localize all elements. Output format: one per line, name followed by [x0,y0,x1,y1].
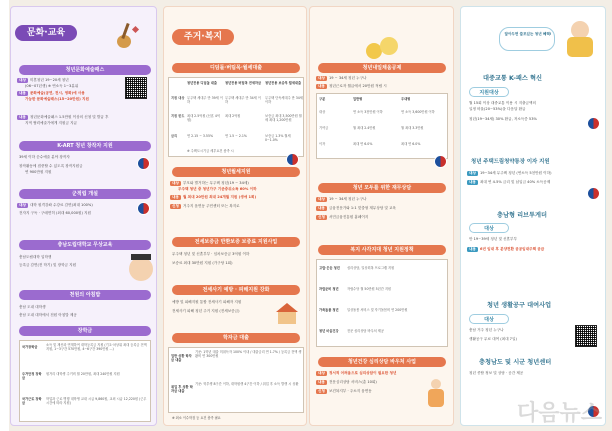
row-text: 39세 이하 순수예술 분야 창작자 [19,155,70,159]
savings-table [316,93,448,159]
row-text: 19 ~ 34세 청년 누구나 [328,197,367,201]
tag: 대상 [172,181,179,185]
callout-text: 알아두면 쓸모있는 청년 혜택! [504,32,552,36]
tag: 신청 [318,389,325,393]
row-text: 전자지 구독 · 구매면허 (최대 60,000원) 지원 [19,211,91,215]
table-header: 국가근로 장학금 [22,397,42,406]
section-title-k-pass: 대중교통 K-패스 혁신 [483,75,542,82]
table-header: 구분 [319,97,326,101]
tag: 내용 [469,247,476,251]
qr-code[interactable] [125,77,147,99]
row-text: 충남 도내 대학생 [19,305,46,309]
row-text: 보증료 최대 30만원 지원 (가구당 1회) [172,261,233,265]
person-illustration [426,379,446,409]
tag: 대상 [19,78,26,82]
row-text: 정서적 어려움으로 심리상담이 필요한 청년 [328,371,397,375]
table-cell: 월 최대 2.4만원 [353,126,376,130]
table-row-header: 지원 한도 [171,114,185,118]
tag: 대상 [318,197,325,201]
table-cell: 학업과 근로 병행 대학생 교내 시급 9,860원, 교외 시급 12,220원 (근무 시간에 따라 지원) [46,397,147,406]
row-text: 최대 연 4.5% 금리 및 납입금 40% 소득공제 [479,180,551,184]
table-header: 청년 마음건강 [319,329,339,333]
qr-code[interactable] [575,325,597,347]
row-text: 보건복지부 · 주소지 읍면동 [328,389,372,393]
table-cell: 최대 2.5억원 (신혼 4억원) [187,114,220,123]
section-title-scholarship: 장학금 [19,326,151,336]
section-title-financial-counsel: 청년 모두를 위한 재무상담 [318,183,446,193]
table-header: 취업 후 상환 학자금 대출 [171,385,193,394]
government-emblem [286,153,299,166]
table-cell: 연 1.5 ~ 2.1% [225,134,247,138]
row-text: 일정 비율(20~53%)을 다음달 환급 [469,107,526,111]
table-header: 가족돌봄 청년 [319,308,339,312]
table-cell: 원거리 대학생 주거비 월 20만원, 최대 240만원 지원 [46,372,120,376]
section-title-savings: 청년내일채움공제 [318,63,446,73]
table-header: 주거안정 장학금 [22,372,42,381]
government-emblem [137,157,150,170]
row-text: 대학 원격강좌 수강료 감면(최대 100%) [29,203,93,207]
tag: 내용 [469,180,476,184]
row-text: 무주택 청년 및 신혼부부 · 임차보증금 3억원 이하 [172,252,250,256]
table-cell: 무주택 세대주 만 34세 이하 [225,96,261,105]
row-text: 금융전문가와 1:1 맞춤형 재무상담 및 교육 [328,206,396,210]
table-cell: 일상돌봄 서비스 및 자기돌봄비 연 200만원 [347,308,408,312]
section-title-housing-savings: 청년 주택드림청약통장 이자 지원 [471,159,550,165]
table-header: 우대형 [401,97,411,101]
section-title-student-loan: 학자금 대출 [172,333,300,343]
panel-title: 주거·복지 [172,29,234,45]
table-cell: 심리상담, 일상회복 프로그램 지원 [347,266,395,270]
tag: 대상 [19,203,26,207]
graduate-illustration [129,257,153,281]
tag: 신청 [318,215,325,219]
row-text: 가능한 문화예술패스(15~20만원) 지원 [25,97,89,101]
row-text: 생활공구 무료 대여 (최대 7일) [469,337,517,341]
row-text: 청년(19~34세) 30% 환급, 저소득층 53% [469,117,537,121]
section-title-rent-support: 청년월세지원 [172,167,300,177]
row-text: 충남 도내 대학에서 천원 아침밥 제공 [19,313,77,317]
label-target: 대상 [469,223,509,233]
table-cell: 전문 심리상담 바우처 제공 [347,329,384,333]
row-text: 월 최대 20만원 최대 24개월 지원 (생애 1회) [182,195,257,199]
row-text: 무주택 청년 중 청년가구 기준중위소득 60% 이하 [178,187,257,191]
table-note: ※ 주택도시기금 세부요건 충족 시 [187,149,234,153]
row-text: 충남도립대학 입학생 [19,255,52,259]
row-text: 전세사기 피해 청년 주거 지원 (전세보증금) [172,309,240,313]
section-title-deposit-guarantee: 전세보증금 반환보증 보증료 지원사업 [172,237,300,247]
footnote: ※ 최소 이수학점 등 요건 충족 필요 [172,416,221,420]
table-header: 청년전용 디딤돌 대출 [187,81,217,85]
welfare-table [316,259,448,347]
watermark: 다음뉴스 [516,401,602,426]
section-title-live-together: 충남형 리브투게더 [497,212,547,219]
government-emblem [137,202,150,215]
row-text: 6년 임대 후 분양전환 공공임대주택 공급 [479,247,545,251]
government-emblem [587,117,600,130]
row-text: 창작활동에 집중할 수 있도록 창작지원금 [19,164,83,168]
row-text: 청년문화예술패스 1.5만원 이상의 신청 및 발급 후 [29,115,109,119]
table-cell: 자립수당 월 50만원 5년간 지원 [347,287,392,291]
panel-finance-welfare [309,6,454,426]
row-text: 거주지 읍면동 주민센터 또는 복지로 [182,204,240,208]
section-title-culture-pass: 청년문화예술패스 [19,65,151,75]
row-text: 전문심리상담 서비스(총 10회) [328,380,377,384]
row-text: 청년 종합 정보 및 상담 · 공간 제공 [469,371,524,375]
house-illustration [276,303,298,325]
row-text: 청년근로자 월급에서 20만원 적립 시 [328,84,387,88]
row-text: 충남 거주 청년 누구나 [469,328,504,332]
speech-bubble [499,27,555,51]
label-target: 지원대상 [469,87,509,97]
section-title-k-art: K-ART 청년 창작자 지원 [19,141,151,151]
panel-culture-education [10,6,157,426]
table-header: 청년전용 보증부 월세대출 [265,81,302,85]
table-header: 청년전용 버팀목 전세자금 [225,81,262,85]
government-emblem [587,187,600,200]
table-cell: 월 최대 3.3만원 [401,126,424,130]
table-header: 일반형 [353,97,363,101]
table-cell: 연 소득 3,600만원 이하 [401,110,435,114]
table-row-header: 지원 대상 [171,96,185,100]
tag: 신청 [172,204,179,208]
table-cell: 최대 연 6.0% [401,142,421,146]
table-cell: 보증금 최대 3,500만원 월세 최대 1,200만원 [265,114,302,123]
section-title-mental-voucher: 청년건강 심리상담 바우처 사업 [318,357,446,367]
row-text: 예방 및 피해지원 통합 전세사기 피해자 지원 [172,300,242,304]
row-text: 월 15회 이상 대중교통 이용 시 지출금액의 [469,101,536,105]
left-strip [0,0,9,431]
row-text: 만 19~39세 청년 및 신혼부부 [469,237,517,241]
table-cell: 연 소득 3천만원 이하 [353,110,383,114]
student-loan-table [168,347,304,413]
row-text: 등록금 감면(전 학기) 및 장학금 지원 [19,263,77,267]
row-text: 지역 협력예술가에게 지원금 지급 [25,121,78,125]
tag: 내용 [318,206,325,210]
tag: 대상 [469,171,476,175]
tag: 내용 [318,380,325,384]
guitar-illustration [111,21,141,51]
tag: 내용 [172,195,179,199]
table-cell: 최대 2억원 [225,114,241,118]
panel-title: 문화·교육 [15,25,77,41]
table-cell: 보증금 1.3% 월세 0~1.0% [265,134,291,143]
row-text: 서민금융진흥원 홈페이지 [328,215,369,219]
table-header: 일반 상환 학자금 대출 [171,354,192,363]
tag: 내용 [19,115,26,119]
row-text: 19 ~ 34세 청년 누구나 [328,76,367,80]
row-text: 연 900만원 지원 [25,170,52,174]
table-cell: 무주택 단독세대주 만 34세 이하 [265,96,303,105]
government-emblem [434,155,447,168]
tag: 내용 [19,91,26,95]
section-title-tool-rental: 청년 생활공구 대여사업 [487,302,552,309]
section-title-breakfast: 천원의 아침밥 [19,290,151,300]
table-cell: 기준: 학부생 8구간 이하, 대학원생 4구간 이하 / 취업 후 소득 발생 시 상환 [195,382,299,386]
table-row-header: 기여금 [319,126,329,130]
scholarship-table [19,340,151,422]
table-cell: 기준: 1학년 대출 미취득자 100% 이내 / 대출금리 연 1.7% / 등록금 전액 생활비 연 300만원 [195,350,302,359]
row-text: 부모와 별거하는 무주택 청년(19 ~ 34세) [182,181,249,185]
panel-housing-welfare [163,6,307,426]
section-title-loans: 디딤돌·버팀목·월세대출 [172,63,300,73]
section-title-free-university: 충남도립대학교 무상교육 [19,240,151,250]
table-row-header: 대상 [319,110,326,114]
table-cell: 연 2.15 ~ 3.55% [187,134,214,138]
table-header: 국가장학금 [22,345,38,349]
section-title-fraud-prevention: 전세사기 예방 · 피해지원 강화 [172,285,300,295]
table-cell: 소득 및 재산과 연계하여 대학등록금 지원 (기초·차상위 최대 등록금 전액 지원, 1~3구간 570만원, 4~6구간 390만원 ...) [46,343,147,352]
table-row-header: 이자 [319,142,326,146]
table-header: 자립준비 청년 [319,287,339,291]
row-text: (06~07년생) ※ 연소득 1~3분위 [25,84,79,88]
panel-transport-housing [460,6,606,426]
tag: 대상 [318,371,325,375]
tag: 대상 [318,76,325,80]
row-text: 미혼청년 19~20세 청년 [29,78,69,82]
row-text: 19~34세 무주택 청년 (연소득 5천만원 이하) [479,171,552,175]
row-text: 문화예술(공연, 전시, 영화)에 사용 [29,91,85,95]
coins-illustration [366,33,402,59]
section-title-lecture: 군적립 개설 [19,189,151,199]
table-cell: 무주택 세대주 만 39세 이하 [187,96,223,105]
table-cell: 최대 연 6.0% [353,142,373,146]
table-row-header: 금리 [171,134,178,138]
section-title-youth-center: 충청남도 및 시군 청년센터 [479,359,552,366]
section-title-welfare-blind-spot: 복지 사각지대 청년 지원정책 [318,245,446,255]
person-illustration [563,21,599,57]
tag: 내용 [318,84,325,88]
table-header: 고립·은둔 청년 [319,266,340,270]
loan-table [168,77,304,157]
label-target: 대상 [469,314,509,324]
